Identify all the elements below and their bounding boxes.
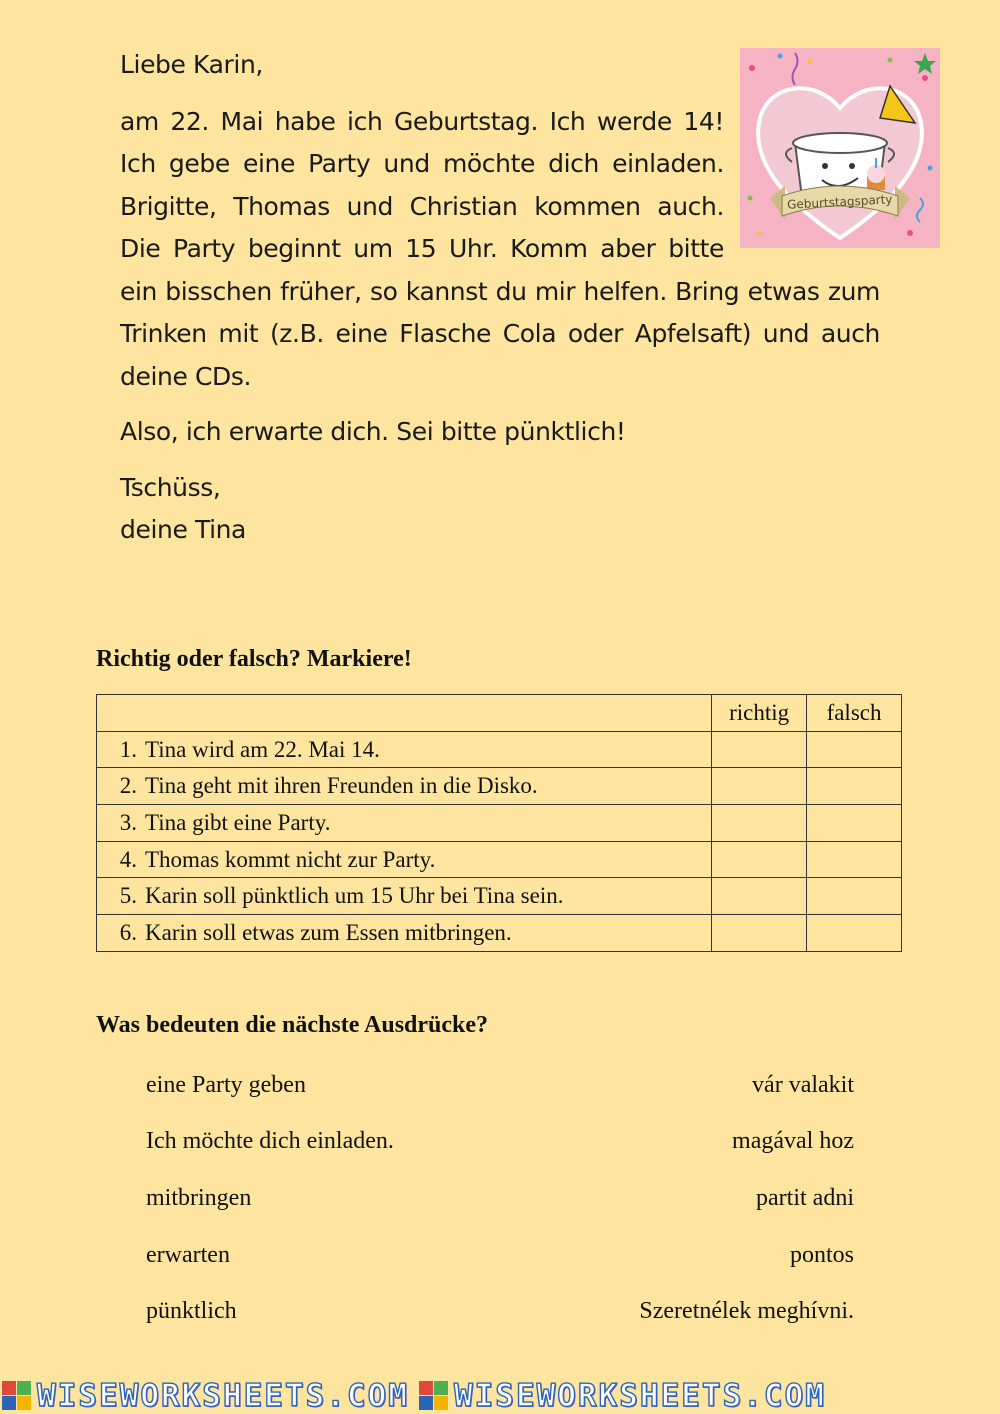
- statement-cell: 4. Thomas kommt nicht zur Party.: [97, 841, 712, 878]
- letter-farewell: Tschüss,: [120, 472, 221, 502]
- vocab-german[interactable]: Ich möchte dich einladen.: [146, 1128, 394, 1154]
- falsch-checkbox-cell[interactable]: [807, 878, 902, 915]
- brand-wordmark: WISEWORKSHEETS.COM: [37, 1377, 409, 1414]
- true-false-table: [96, 694, 902, 952]
- richtig-checkbox-cell[interactable]: [712, 731, 807, 768]
- vocab-hungarian[interactable]: partit adni: [756, 1185, 854, 1211]
- section-richtig-falsch-heading: Richtig oder falsch? Markiere!: [96, 646, 412, 672]
- letter-body: am 22. Mai habe ich Geburtstag. Ich werde 14! Ich gebe eine Party und möchte dich einladen. Brigitte, Thomas und Christian kommen auch. Die Party beginnt um 15 Uhr. Komm aber bitte ein bisschen früher, so kannst du mir helfen. Bring etwas zum Trinken mit (z.B. eine Flasche Cola oder Apfelsaft) und auch deine CDs.: [120, 106, 880, 391]
- vocab-hungarian[interactable]: Szeretnélek meghívni.: [639, 1298, 854, 1324]
- birthday-card-illustration: [740, 48, 940, 248]
- statement-cell: 6. Karin soll etwas zum Essen mitbringen.: [97, 915, 712, 952]
- brand-logo: [419, 1378, 826, 1414]
- header-richtig: richtig: [712, 695, 807, 732]
- statement-cell: 3. Tina gibt eine Party.: [97, 805, 712, 842]
- letter-closing: Also, ich erwarte dich. Sei bitte pünktlich!: [120, 417, 626, 446]
- logo-squares-icon: [419, 1381, 448, 1410]
- vocab-german[interactable]: eine Party geben: [146, 1072, 306, 1098]
- richtig-checkbox-cell[interactable]: [712, 805, 807, 842]
- letter-greeting: Liebe Karin,: [120, 50, 263, 79]
- logo-squares-icon: [2, 1381, 31, 1410]
- table-row: [97, 878, 902, 915]
- vocab-german[interactable]: pünktlich: [146, 1298, 237, 1324]
- falsch-checkbox-cell[interactable]: [807, 915, 902, 952]
- richtig-checkbox-cell[interactable]: [712, 915, 807, 952]
- birthday-card-image: [740, 48, 940, 248]
- letter-signature: deine Tina: [120, 515, 246, 544]
- vocab-german[interactable]: erwarten: [146, 1242, 230, 1268]
- richtig-checkbox-cell[interactable]: [712, 878, 807, 915]
- header-statement: [97, 695, 712, 732]
- brand-wordmark: WISEWORKSHEETS.COM: [453, 1377, 826, 1414]
- falsch-checkbox-cell[interactable]: [807, 731, 902, 768]
- falsch-checkbox-cell[interactable]: [807, 768, 902, 805]
- header-falsch: falsch: [807, 695, 902, 732]
- banner-label: Geburtstagsparty: [786, 192, 893, 212]
- statement-cell: 5. Karin soll pünktlich um 15 Uhr bei Tina sein.: [97, 878, 712, 915]
- table-row: [97, 768, 902, 805]
- vocab-german[interactable]: mitbringen: [146, 1185, 252, 1211]
- statement-cell: 2. Tina geht mit ihren Freunden in die Disko.: [97, 768, 712, 805]
- table-row: [97, 841, 902, 878]
- section-ausdruecke-heading: Was bedeuten die nächste Ausdrücke?: [96, 1012, 489, 1038]
- footer-watermark: [0, 1378, 1000, 1413]
- falsch-checkbox-cell[interactable]: [807, 841, 902, 878]
- vocab-hungarian[interactable]: vár valakit: [752, 1072, 854, 1098]
- table-row: [97, 915, 902, 952]
- richtig-checkbox-cell[interactable]: [712, 841, 807, 878]
- falsch-checkbox-cell[interactable]: [807, 805, 902, 842]
- brand-logo: [2, 1378, 409, 1414]
- table-header-row: [97, 695, 902, 732]
- richtig-checkbox-cell[interactable]: [712, 768, 807, 805]
- statement-cell: 1. Tina wird am 22. Mai 14.: [97, 731, 712, 768]
- vocab-hungarian[interactable]: pontos: [789, 1242, 854, 1268]
- vocab-hungarian[interactable]: magával hoz: [732, 1128, 854, 1154]
- table-row: [97, 731, 902, 768]
- table-row: [97, 805, 902, 842]
